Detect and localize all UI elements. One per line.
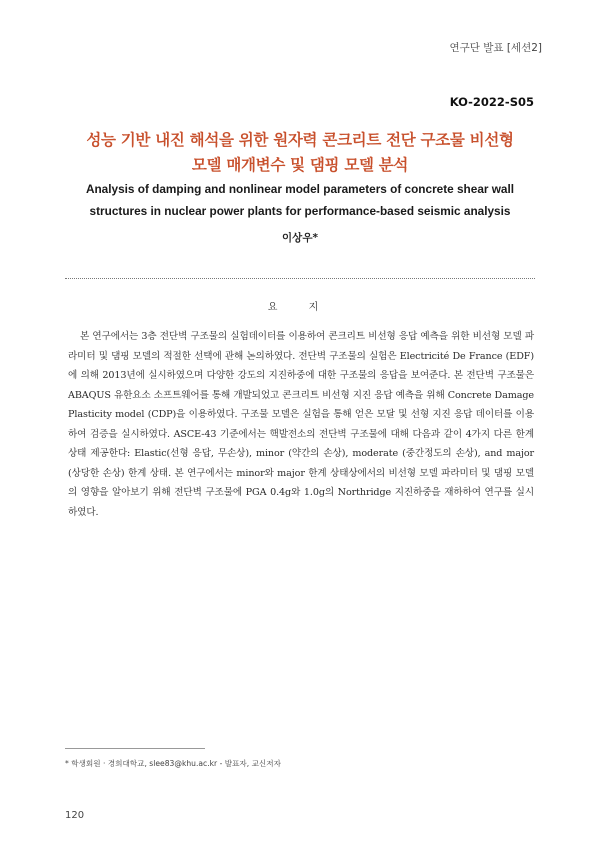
footnote-rule (65, 748, 205, 749)
footnote: * 학생회원 · 경희대학교, slee83@khu.ac.kr - 발표자, 교신저자 (65, 759, 281, 768)
korean-title (40, 128, 560, 178)
korean-title-line-2: 모델 매개변수 및 댐핑 모델 분석 (191, 156, 409, 174)
english-title-line-2: structures in nuclear power plants for performance-based seismic analysis (89, 204, 511, 218)
abstract-heading: 요 지 (267, 302, 333, 313)
session-label: 연구단 발표 [세션2] (449, 42, 542, 54)
english-title-line-1: Analysis of damping and nonlinear model parameters of concrete shear wall (85, 182, 515, 196)
page-number: 120 (65, 810, 85, 821)
dotted-divider (65, 278, 535, 279)
paper-code: KO-2022-S05 (449, 95, 534, 109)
english-title (40, 178, 560, 222)
author-name: 이상우* (282, 232, 318, 244)
korean-title-line-1: 성능 기반 내진 해석을 위한 원자력 콘크리트 전단 구조물 비선형 (86, 131, 514, 149)
abstract-body: 본 연구에서는 3층 전단벽 구조물의 실험데이터를 이용하여 콘크리트 비선형 응답 예측을 위한 비선형 모델 파라미터 및 댐핑 모델의 적절한 선택에 관해 논의하였다. 전단벽 구조물의 실험은 Electricité De France (EDF)에 의해 2013년에 실시하였으며 다양한 강도의 지진하중에 대한 구조물의 응답을 보여준다. 본 전단벽 구조물은 ABAQUS 유한요소 소프트웨어를 통해 개발되었고 콘크리트 비선형 지진 응답 예측을 위해 Concrete Damage Plasticity model (CDP)을 이용하였다. 구조물 모델은 실험을 통해 얻은 모달 및 선형 지진 응답 데이터를 이용하여 검증을 실시하였다. ASCE-43 기준에서는 핵발전소의 전단벽 구조물에 대해 다음과 같이 4가지 다른 한계 상태 제공한다: Elastic(선형 응답, 무손상), minor (약간의 손상), moderate (중간정도의 손상), and major (상당한 손상) 한계 상태. 본 연구에서는 minor와 major 한계 상태상에서의 비선형 모델 파라미터 및 댐핑 모델의 영향을 알아보기 위해 전단벽 구조물에 PGA 0.4g와 1.0g의 Northridge 지진하중을 재하하여 연구를 실시하였다. (68, 331, 534, 518)
